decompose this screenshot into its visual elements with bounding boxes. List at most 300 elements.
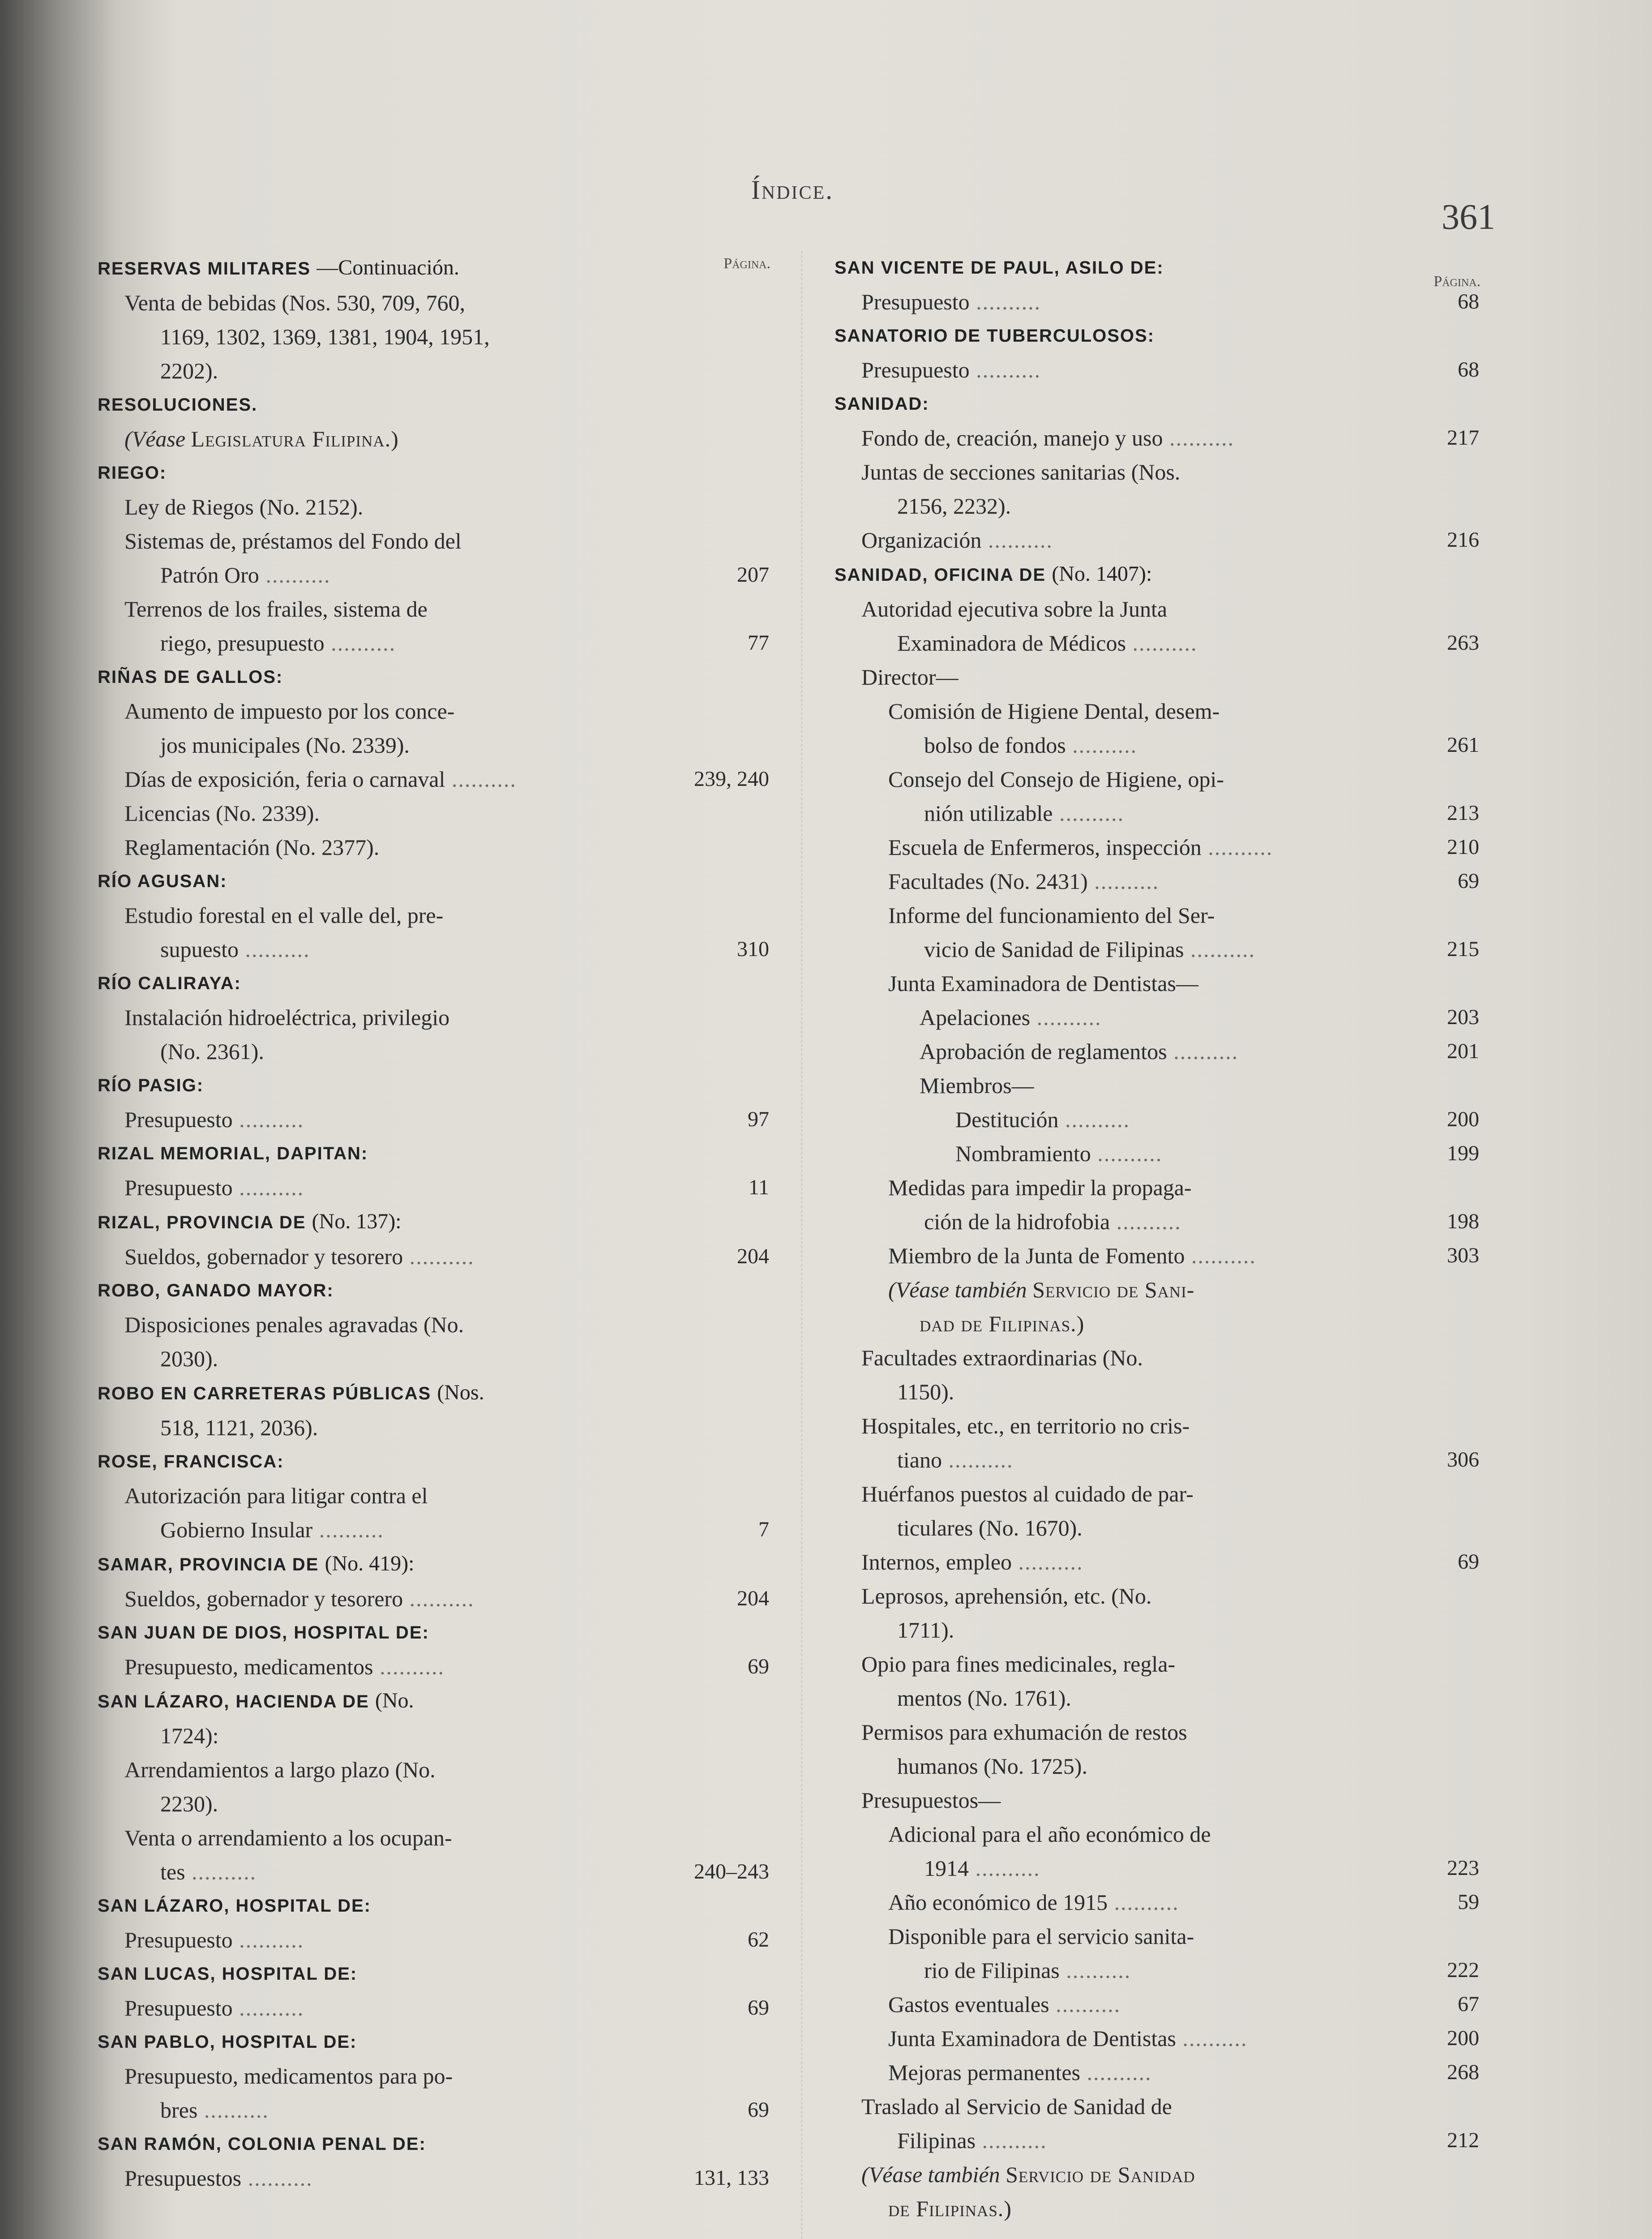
pagina-label: Página. [1434,273,1481,290]
see-also-label: (Véase también [888,1277,1027,1302]
index-subentry [835,2089,1479,2123]
entry-text: Adicional para el año económico de [888,1822,1211,1847]
entry-text: Miembros— [920,1073,1034,1098]
index-subentry [98,1855,769,1889]
entry-text: Presupuesto [124,1995,233,2020]
heading-text: SAN LÁZARO, HOSPITAL DE: [98,1896,371,1916]
entry-text: Presupuesto [124,1927,233,1952]
entry-text: 1724): [160,1723,219,1748]
dot-leaders: .......... [1053,801,1124,826]
cross-reference [835,2158,1479,2192]
page-reference: 69 [748,2098,769,2122]
dot-leaders: .......... [312,1517,384,1542]
page-reference: 69 [1458,1550,1479,1574]
page-reference: 69 [1458,869,1479,893]
dot-leaders: .......... [232,1107,304,1132]
entry-text: Permisos para exhumación de restos [861,1720,1187,1745]
entry-text: Informe del funcionamiento del Ser- [888,903,1215,928]
index-heading [98,1445,769,1479]
index-subentry [835,728,1479,762]
index-subentry [835,455,1479,489]
entry-text: Presupuestos [124,2166,242,2191]
entry-text: Filipinas [897,2128,976,2153]
index-subentry [98,354,769,388]
index-heading [98,1957,769,1991]
entry-text: Presupuestos— [861,1788,1001,1813]
index-subentry [98,898,769,932]
entry-text: Patrón Oro [160,562,259,588]
page-reference: 212 [1447,2128,1479,2152]
page-reference: 198 [1447,1210,1479,1233]
entry-text: Año económico de 1915 [888,1890,1108,1915]
index-subentry [835,1749,1479,1783]
heading-text: ROBO EN CARRETERAS PÚBLICAS [98,1384,432,1403]
index-subentry [835,285,1479,319]
page-reference: 67 [1458,1992,1479,2016]
entry-text: Gastos eventuales [888,1992,1049,2017]
entry-text: Arrendamientos a largo plazo (No. [124,1757,436,1782]
entry-text: 518, 1121, 2036). [160,1415,318,1440]
cross-reference [835,1307,1479,1341]
heading-text: SAN LUCAS, HOSPITAL DE: [98,1964,358,1984]
dot-leaders: .......... [403,1586,475,1611]
heading-suffix: (Nos. [437,1381,484,1404]
index-subentry [98,1719,769,1753]
page-reference: 199 [1447,1141,1479,1165]
column-divider [801,251,802,2239]
entry-text: supuesto [160,937,239,962]
entry-text: Autoridad ejecutiva sobre la Junta [861,596,1168,622]
index-subentry [835,1885,1479,1919]
page-reference: 204 [737,1587,769,1610]
entry-text: (No. 2361). [160,1039,264,1064]
dot-leaders: .......... [185,1859,257,1884]
index-subentry [835,1477,1479,1511]
page-reference: 7 [758,1518,769,1541]
entry-text: bolso de fondos [924,733,1066,758]
index-subentry [835,1239,1479,1273]
entry-text: Consejo del Consejo de Higiene, opi- [888,767,1224,792]
entry-text: Presupuesto [861,289,970,314]
dot-leaders: .......... [445,767,517,792]
entry-text: Escuela de Enfermeros, inspección [888,835,1202,860]
entry-text: Miembro de la Junta de Fomento [888,1243,1185,1268]
dot-leaders: .......... [403,1244,475,1269]
index-subentry [835,489,1479,523]
index-heading [835,319,1479,353]
index-subentry [98,2059,769,2093]
entry-text: Leprosos, aprehensión, etc. (No. [861,1583,1152,1608]
page-reference: 77 [748,631,769,655]
heading-text: SANATORIO DE TUBERCULOSOS: [835,326,1155,346]
entry-text: 1711). [897,1617,954,1643]
index-subentry [835,1647,1479,1681]
dot-leaders: .......... [1108,1890,1179,1915]
index-subentry [98,1411,769,1445]
entry-text: Sueldos, gobernador y tesorero [124,1244,403,1269]
index-column-left [98,251,769,2195]
entry-text: Medidas para impedir la propaga- [888,1175,1192,1200]
dot-leaders: .......... [1201,835,1273,860]
index-heading [98,1889,769,1923]
entry-text: mentos (No. 1761). [897,1686,1071,1711]
page-reference: 203 [1447,1005,1479,1029]
page-reference: 213 [1447,801,1479,825]
entry-text: Sistemas de, préstamos del Fondo del [124,528,462,553]
index-subentry [835,1000,1479,1034]
entry-text: Disposiciones penales agravadas (No. [124,1312,464,1337]
index-subentry [835,830,1479,864]
page-reference: 263 [1447,631,1479,655]
page-reference: 69 [748,1655,769,1678]
index-subentry [835,1205,1479,1239]
heading-text: RIZAL, PROVINCIA DE [98,1213,306,1232]
index-subentry [98,932,769,966]
page-reference: 306 [1447,1448,1479,1471]
heading-text: RESERVAS MILITARES [98,259,311,279]
page-reference: 215 [1447,937,1479,961]
index-subentry [98,558,769,592]
dot-leaders: .......... [373,1654,445,1679]
dot-leaders: .......... [1110,1209,1181,1234]
index-subentry [98,1102,769,1137]
heading-suffix: (No. [375,1689,414,1712]
index-entries-right [835,251,1479,2226]
entry-text: Presupuesto, medicamentos [124,1654,373,1679]
heading-text: SANIDAD, OFICINA DE [835,565,1046,585]
index-heading [835,557,1479,592]
index-subentry [98,1240,769,1274]
dot-leaders: .......... [969,357,1041,382]
see-also-target: de Filipinas.) [888,2196,1012,2221]
entry-text: Facultades (No. 2431) [888,869,1088,894]
dot-leaders: .......... [1184,937,1255,962]
index-subentry [98,1342,769,1376]
index-subentry [835,1715,1479,1749]
index-subentry [835,660,1479,694]
index-subentry [98,1821,769,1855]
index-subentry [835,1102,1479,1137]
entry-text: tes [160,1859,185,1884]
index-subentry [98,1000,769,1034]
see-also-target: Legislatura Filipina.) [191,426,399,451]
index-subentry [835,1681,1479,1715]
entry-text: Venta o arrendamiento a los ocupan- [124,1825,452,1850]
index-subentry [835,1613,1479,1647]
index-subentry [98,1787,769,1821]
entry-text: ción de la hidrofobia [924,1209,1110,1234]
entry-text: Junta Examinadora de Dentistas [888,2026,1176,2051]
index-heading [835,387,1479,421]
dot-leaders: .......... [981,528,1053,553]
index-subentry [835,966,1479,1000]
index-subentry [835,1579,1479,1613]
entry-text: Estudio forestal en el valle del, pre- [124,903,444,928]
index-subentry [835,523,1479,557]
index-heading [98,1547,769,1582]
index-subentry [835,1545,1479,1579]
entry-text: Venta de bebidas (Nos. 530, 709, 760, [124,290,465,315]
index-subentry [835,421,1479,455]
heading-text: SAN RAMÓN, COLONIA PENAL DE: [98,2134,426,2154]
dot-leaders: .......... [1059,1958,1131,1983]
page-reference: 69 [748,1996,769,2020]
entry-text: vicio de Sanidad de Filipinas [924,937,1184,962]
dot-leaders: .......... [197,2097,269,2123]
index-heading [98,1616,769,1650]
index-subentry [98,286,769,320]
heading-suffix: (No. 419): [325,1552,415,1575]
index-subentry [835,1443,1479,1477]
dot-leaders: .......... [969,1856,1040,1881]
dot-leaders: .......... [1163,425,1234,450]
index-subentry [835,1375,1479,1409]
page-reference: 303 [1447,1244,1479,1267]
index-subentry [835,2123,1479,2158]
index-subentry [835,932,1479,966]
heading-text: RÍO PASIG: [98,1076,204,1095]
index-subentry [98,626,769,660]
index-subentry [98,1308,769,1342]
entry-text: Presupuesto [861,357,970,382]
page-reference: 240–243 [694,1860,769,1883]
entry-text: Sueldos, gobernador y tesorero [124,1586,403,1611]
entry-text: Organización [861,528,982,553]
index-subentry [835,2055,1479,2089]
entry-text: nión utilizable [924,801,1053,826]
dot-leaders: .......... [324,631,396,656]
entry-text: Junta Examinadora de Dentistas— [888,971,1198,996]
page-reference: 210 [1447,835,1479,859]
page-reference: 97 [748,1107,769,1131]
page-reference: 239, 240 [694,767,769,791]
page-reference: 222 [1447,1958,1479,1982]
entry-text: 2230). [160,1791,218,1816]
dot-leaders: .......... [969,289,1041,314]
see-also-target: Servicio de Sani- [1032,1277,1195,1302]
page-reference: 68 [1458,358,1479,382]
index-subentry [835,1068,1479,1102]
index-heading [98,1274,769,1308]
dot-leaders: .......... [1126,631,1198,656]
index-subentry [835,1341,1479,1375]
entry-text: Licencias (No. 2339). [124,801,320,826]
page-reference: 216 [1447,528,1479,552]
entry-text: Opio para fines medicinales, regla- [861,1651,1176,1677]
entry-text: Autorización para litigar contra el [124,1483,428,1508]
page-reference: 268 [1447,2060,1479,2084]
dot-leaders: .......... [942,1447,1014,1472]
index-subentry [98,728,769,762]
entry-text: jos municipales (No. 2339). [160,733,410,758]
entry-text: 2030). [160,1346,218,1371]
index-subentry [835,694,1479,728]
heading-text: RIEGO: [98,463,167,483]
page-reference: 11 [748,1175,769,1199]
dot-leaders: .......... [241,2166,313,2191]
index-subentry [98,1171,769,1205]
page-number: 361 [1442,197,1495,237]
entry-text: tiano [897,1447,942,1472]
dot-leaders: .......... [976,2128,1047,2153]
pagina-label: Página. [723,255,770,272]
dot-leaders: .......... [1087,869,1160,894]
entry-text: ticulares (No. 1670). [897,1515,1083,1540]
heading-text: SAMAR, PROVINCIA DE [98,1555,319,1574]
see-also-target: dad de Filipinas.) [920,1311,1085,1336]
entry-text: Internos, empleo [861,1549,1012,1574]
entry-text: Nombramiento [955,1141,1091,1166]
page-reference: 204 [737,1244,769,1268]
entry-text: Mejoras permanentes [888,2060,1081,2085]
entry-text: Terrenos de los frailes, sistema de [124,596,428,622]
index-subentry [98,1753,769,1787]
index-subentry [98,1991,769,2025]
index-subentry [835,1817,1479,1851]
entry-text: Presupuesto, medicamentos para po- [124,2063,453,2089]
index-subentry [98,762,769,796]
entry-text: Apelaciones [920,1005,1031,1030]
index-subentry [98,1479,769,1513]
index-subentry [98,1650,769,1684]
heading-text: RIÑAS DE GALLOS: [98,667,283,687]
heading-text: SAN VICENTE DE PAUL, ASILO DE: [835,258,1164,278]
index-subentry [835,762,1479,796]
entry-text: Presupuesto [124,1107,233,1132]
dot-leaders: .......... [259,562,331,588]
index-entries-left [98,251,769,2195]
heading-suffix: —Continuación. [317,256,459,279]
index-subentry [98,1923,769,1957]
entry-text: 1150). [897,1379,954,1404]
cross-reference [98,422,769,456]
entry-text: Juntas de secciones sanitarias (Nos. [861,459,1181,485]
dot-leaders: .......... [232,1927,304,1952]
cross-reference [835,1273,1479,1307]
entry-text: Reglamentación (No. 2377). [124,835,380,860]
dot-leaders: .......... [1167,1039,1239,1064]
index-heading [98,2025,769,2059]
index-subentry [835,1171,1479,1205]
see-also-label: (Véase [124,426,186,451]
index-subentry [835,796,1479,830]
entry-text: Facultades extraordinarias (No. [861,1345,1143,1370]
index-subentry [835,1137,1479,1171]
page-reference: 59 [1458,1890,1479,1914]
dot-leaders: .......... [232,1175,304,1200]
entry-text: Destitución [955,1107,1059,1132]
index-subentry [835,1034,1479,1068]
entry-text: 1914 [924,1856,969,1881]
page-reference: 200 [1447,1107,1479,1131]
heading-text: ROBO, GANADO MAYOR: [98,1281,334,1300]
entry-text: Gobierno Insular [160,1517,313,1542]
index-heading [98,456,769,490]
dot-leaders: .......... [1080,2060,1152,2085]
dot-leaders: .......... [1066,733,1138,758]
index-heading [98,1137,769,1171]
page-reference: 207 [737,563,769,587]
entry-text: Examinadora de Médicos [897,631,1126,656]
index-subentry [835,2021,1479,2055]
index-subentry [835,353,1479,387]
heading-text: RÍO AGUSAN: [98,871,227,891]
heading-text: RÍO CALIRAYA: [98,974,241,993]
heading-suffix: (No. 1407): [1052,562,1152,586]
dot-leaders: .......... [1058,1107,1130,1132]
entry-text: Hospitales, etc., en territorio no cris- [861,1413,1190,1438]
entry-text: Días de exposición, feria o carnaval [124,767,445,792]
dot-leaders: .......... [1185,1243,1256,1268]
entry-text: riego, presupuesto [160,631,325,656]
dot-leaders: .......... [239,937,310,962]
page-reference: 62 [748,1928,769,1952]
index-subentry [98,2161,769,2195]
dot-leaders: .......... [1012,1549,1083,1574]
index-heading [98,251,769,286]
index-heading [98,1068,769,1102]
index-subentry [98,1034,769,1068]
index-subentry [98,694,769,728]
page-reference: 223 [1447,1856,1479,1880]
index-heading [98,660,769,694]
index-subentry [98,490,769,524]
entry-text: Aumento de impuesto por los conce- [124,699,455,724]
entry-text: bres [160,2097,198,2123]
entry-text: Comisión de Higiene Dental, desem- [888,699,1220,724]
page-reference: 201 [1447,1039,1479,1063]
index-subentry [835,1783,1479,1817]
index-heading [98,864,769,898]
entry-text: Ley de Riegos (No. 2152). [124,494,364,519]
index-subentry [835,1851,1479,1885]
running-head: Índice. [751,175,834,205]
entry-text: Instalación hidroeléctrica, privilegio [124,1005,450,1030]
index-heading [98,966,769,1000]
index-subentry [98,1582,769,1616]
index-subentry [98,524,769,558]
heading-text: RESOLUCIONES. [98,395,258,415]
entry-text: Director— [861,665,959,690]
index-subentry [835,592,1479,626]
heading-text: SAN PABLO, HOSPITAL DE: [98,2032,357,2052]
entry-text: Disponible para el servicio sanita- [888,1924,1194,1949]
entry-text: Huérfanos puestos al cuidado de par- [861,1481,1194,1506]
index-heading [98,1684,769,1719]
entry-text: Aprobación de reglamentos [920,1039,1167,1064]
entry-text: Presupuesto [124,1175,233,1200]
heading-text: SANIDAD: [835,394,929,414]
index-subentry [98,830,769,864]
index-subentry [835,864,1479,898]
page-reference: 261 [1447,733,1479,757]
see-also-label: (Véase también [861,2162,1000,2187]
index-subentry [835,1987,1479,2021]
index-subentry [835,1511,1479,1545]
index-subentry [98,592,769,626]
page-reference: 68 [1458,290,1479,313]
index-subentry [835,1409,1479,1443]
see-also-target: Servicio de Sanidad [1006,2162,1195,2187]
dot-leaders: .......... [1030,1005,1102,1030]
index-heading [98,388,769,422]
entry-text: Fondo de, creación, manejo y uso [861,425,1163,450]
index-heading [98,2127,769,2161]
index-subentry [835,1919,1479,1953]
heading-text: RIZAL MEMORIAL, DAPITAN: [98,1144,368,1163]
index-subentry [98,796,769,830]
index-subentry [98,1513,769,1547]
